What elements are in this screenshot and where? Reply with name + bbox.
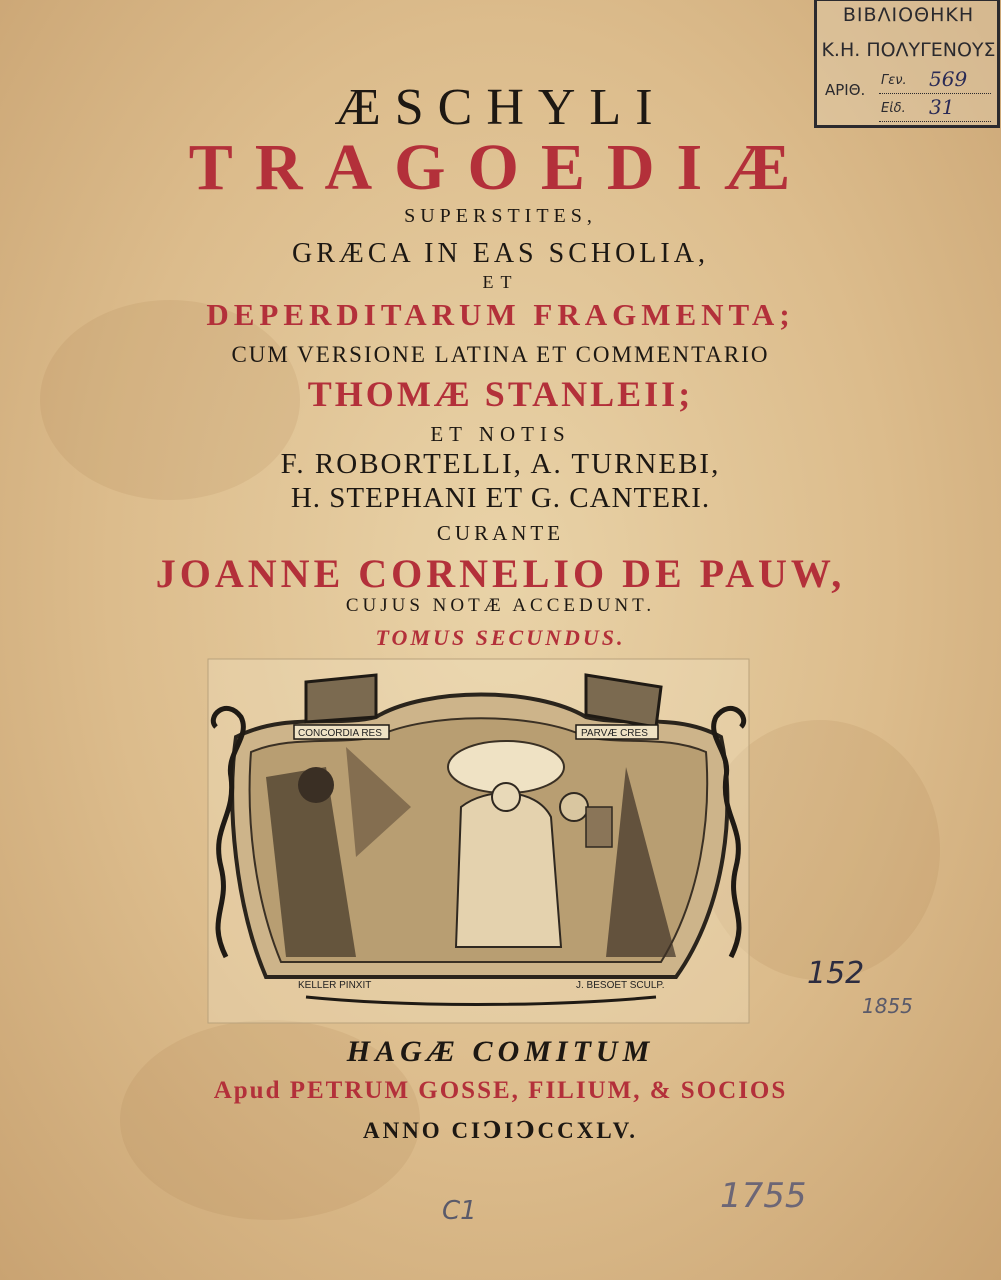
imprint-publisher: Apud PETRUM GOSSE, FILIUM, & SOCIOS [213,1077,788,1104]
stamp-owner-name: Κ.Η. ΠΟΛΥΓΕΝΟΥΣ [821,39,996,61]
left-figure-head [298,767,334,803]
printers-device-engraving [206,657,751,1025]
right-banner-text: PARVÆ CRES [581,728,648,739]
tablet [586,807,612,847]
stamp-row-general-key: Γεν. [881,73,907,88]
engraving-credit-painter: KELLER PINXIT [298,980,372,991]
stamp-row-specific-key: Εἰδ. [881,101,906,116]
handwritten-note-152: 152 [807,956,865,991]
title-line-curante: CURANTE [436,521,565,545]
stamp-number-label: ΑΡΙΘ. [825,81,866,99]
title-line-superstites: SUPERSTITES, [404,205,597,227]
title-line-scholia: GRÆCA IN EAS SCHOLIA, [292,238,709,269]
title-line-versione: CUM VERSIONE LATINA ET COMMENTARIO [231,342,770,367]
stamp-library-name: ΒΙΒΛΙΟΘΗΚΗ [842,4,975,26]
title-line-stephani: H. STEPHANI ET G. CANTERI. [290,482,711,514]
stamp-row-specific-value: 31 [929,95,955,119]
stamp-row-general-value: 569 [929,67,968,91]
title-line-stanleii: THOMÆ STANLEII; [307,374,694,414]
handwritten-note-1855: 1855 [862,994,913,1018]
title-line-notae: CUJUS NOTÆ ACCEDUNT. [345,595,656,616]
title-line-robortelli: F. ROBORTELLI, A. TURNEBI, [280,448,721,480]
handwritten-note-c1: C1 [442,1196,477,1226]
handwritten-note-1755: 1755 [720,1176,807,1216]
seated-figure-head [492,783,520,811]
cherub-figure [560,793,588,821]
editor-name: JOANNE CORNELIO DE PAUW, [155,551,846,596]
title-line-et-notis: ET NOTIS [430,422,571,446]
volume-label: TOMUS SECUNDUS. [375,625,626,650]
imprint-year: ANNO CIↃIↃCCXLV. [362,1118,639,1143]
engraving-credit-engraver: J. BESOET SCULP. [576,980,665,991]
title-line-fragmenta: DEPERDITARUM FRAGMENTA; [206,297,795,332]
seated-figure [456,793,561,947]
author-title: ÆSCHYLI [334,79,667,136]
title-line-et: ET [482,272,519,292]
work-title: TRAGOEDIÆ [188,131,813,204]
left-coat-of-arms [306,675,376,722]
left-banner-text: CONCORDIA RES [298,728,382,739]
imprint-place: HAGÆ COMITUM [346,1035,655,1068]
